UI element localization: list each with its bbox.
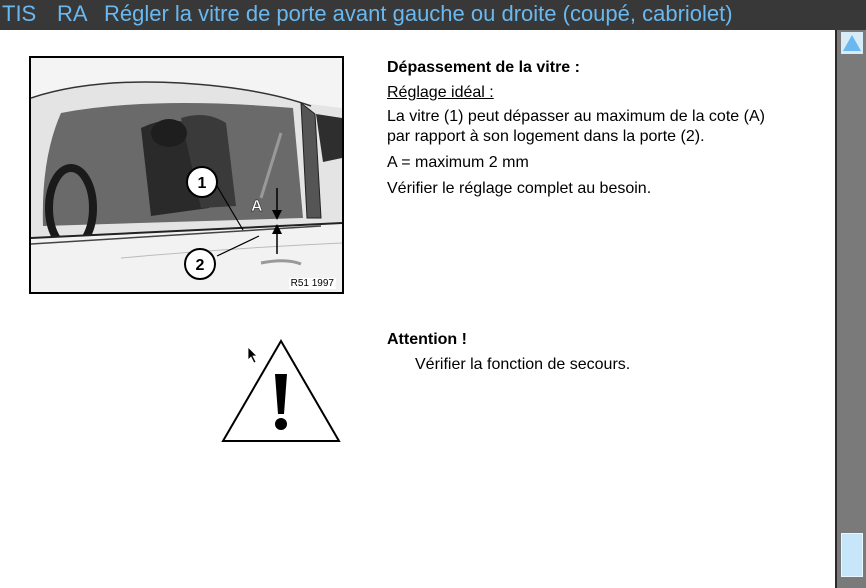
section-heading: Dépassement de la vitre : bbox=[387, 59, 580, 76]
vertical-scrollbar[interactable] bbox=[835, 30, 866, 588]
attention-text: Vérifier la fonction de secours. bbox=[415, 356, 631, 373]
body-line-3: A = maximum 2 mm bbox=[387, 154, 529, 171]
door-window-illustration bbox=[29, 56, 344, 294]
figure-reference: R51 1997 bbox=[290, 278, 334, 289]
app-name: TIS bbox=[2, 1, 37, 26]
dimension-a-label: A bbox=[251, 198, 263, 215]
page-title: Régler la vitre de porte avant gauche ou droite (coupé, cabriolet) bbox=[104, 1, 733, 26]
body-line-2: par rapport à son logement dans la porte (2). bbox=[387, 128, 705, 145]
callout-2-label: 2 bbox=[195, 257, 205, 274]
body-line-1: La vitre (1) peut dépasser au maximum de la cote (A) bbox=[387, 108, 765, 125]
scrollbar-thumb[interactable] bbox=[841, 533, 863, 577]
callout-1-label: 1 bbox=[197, 175, 207, 192]
sub-heading: Réglage idéal : bbox=[387, 84, 494, 101]
body-line-4: Vérifier le réglage complet au besoin. bbox=[387, 180, 652, 197]
title-bar bbox=[0, 0, 866, 30]
scroll-up-arrow-icon[interactable] bbox=[841, 32, 863, 54]
section-code: RA bbox=[57, 1, 88, 26]
attention-heading: Attention ! bbox=[387, 331, 467, 348]
warning-triangle-icon bbox=[220, 338, 342, 449]
car-door-drawing bbox=[31, 58, 342, 292]
mouse-pointer-icon bbox=[247, 346, 259, 369]
